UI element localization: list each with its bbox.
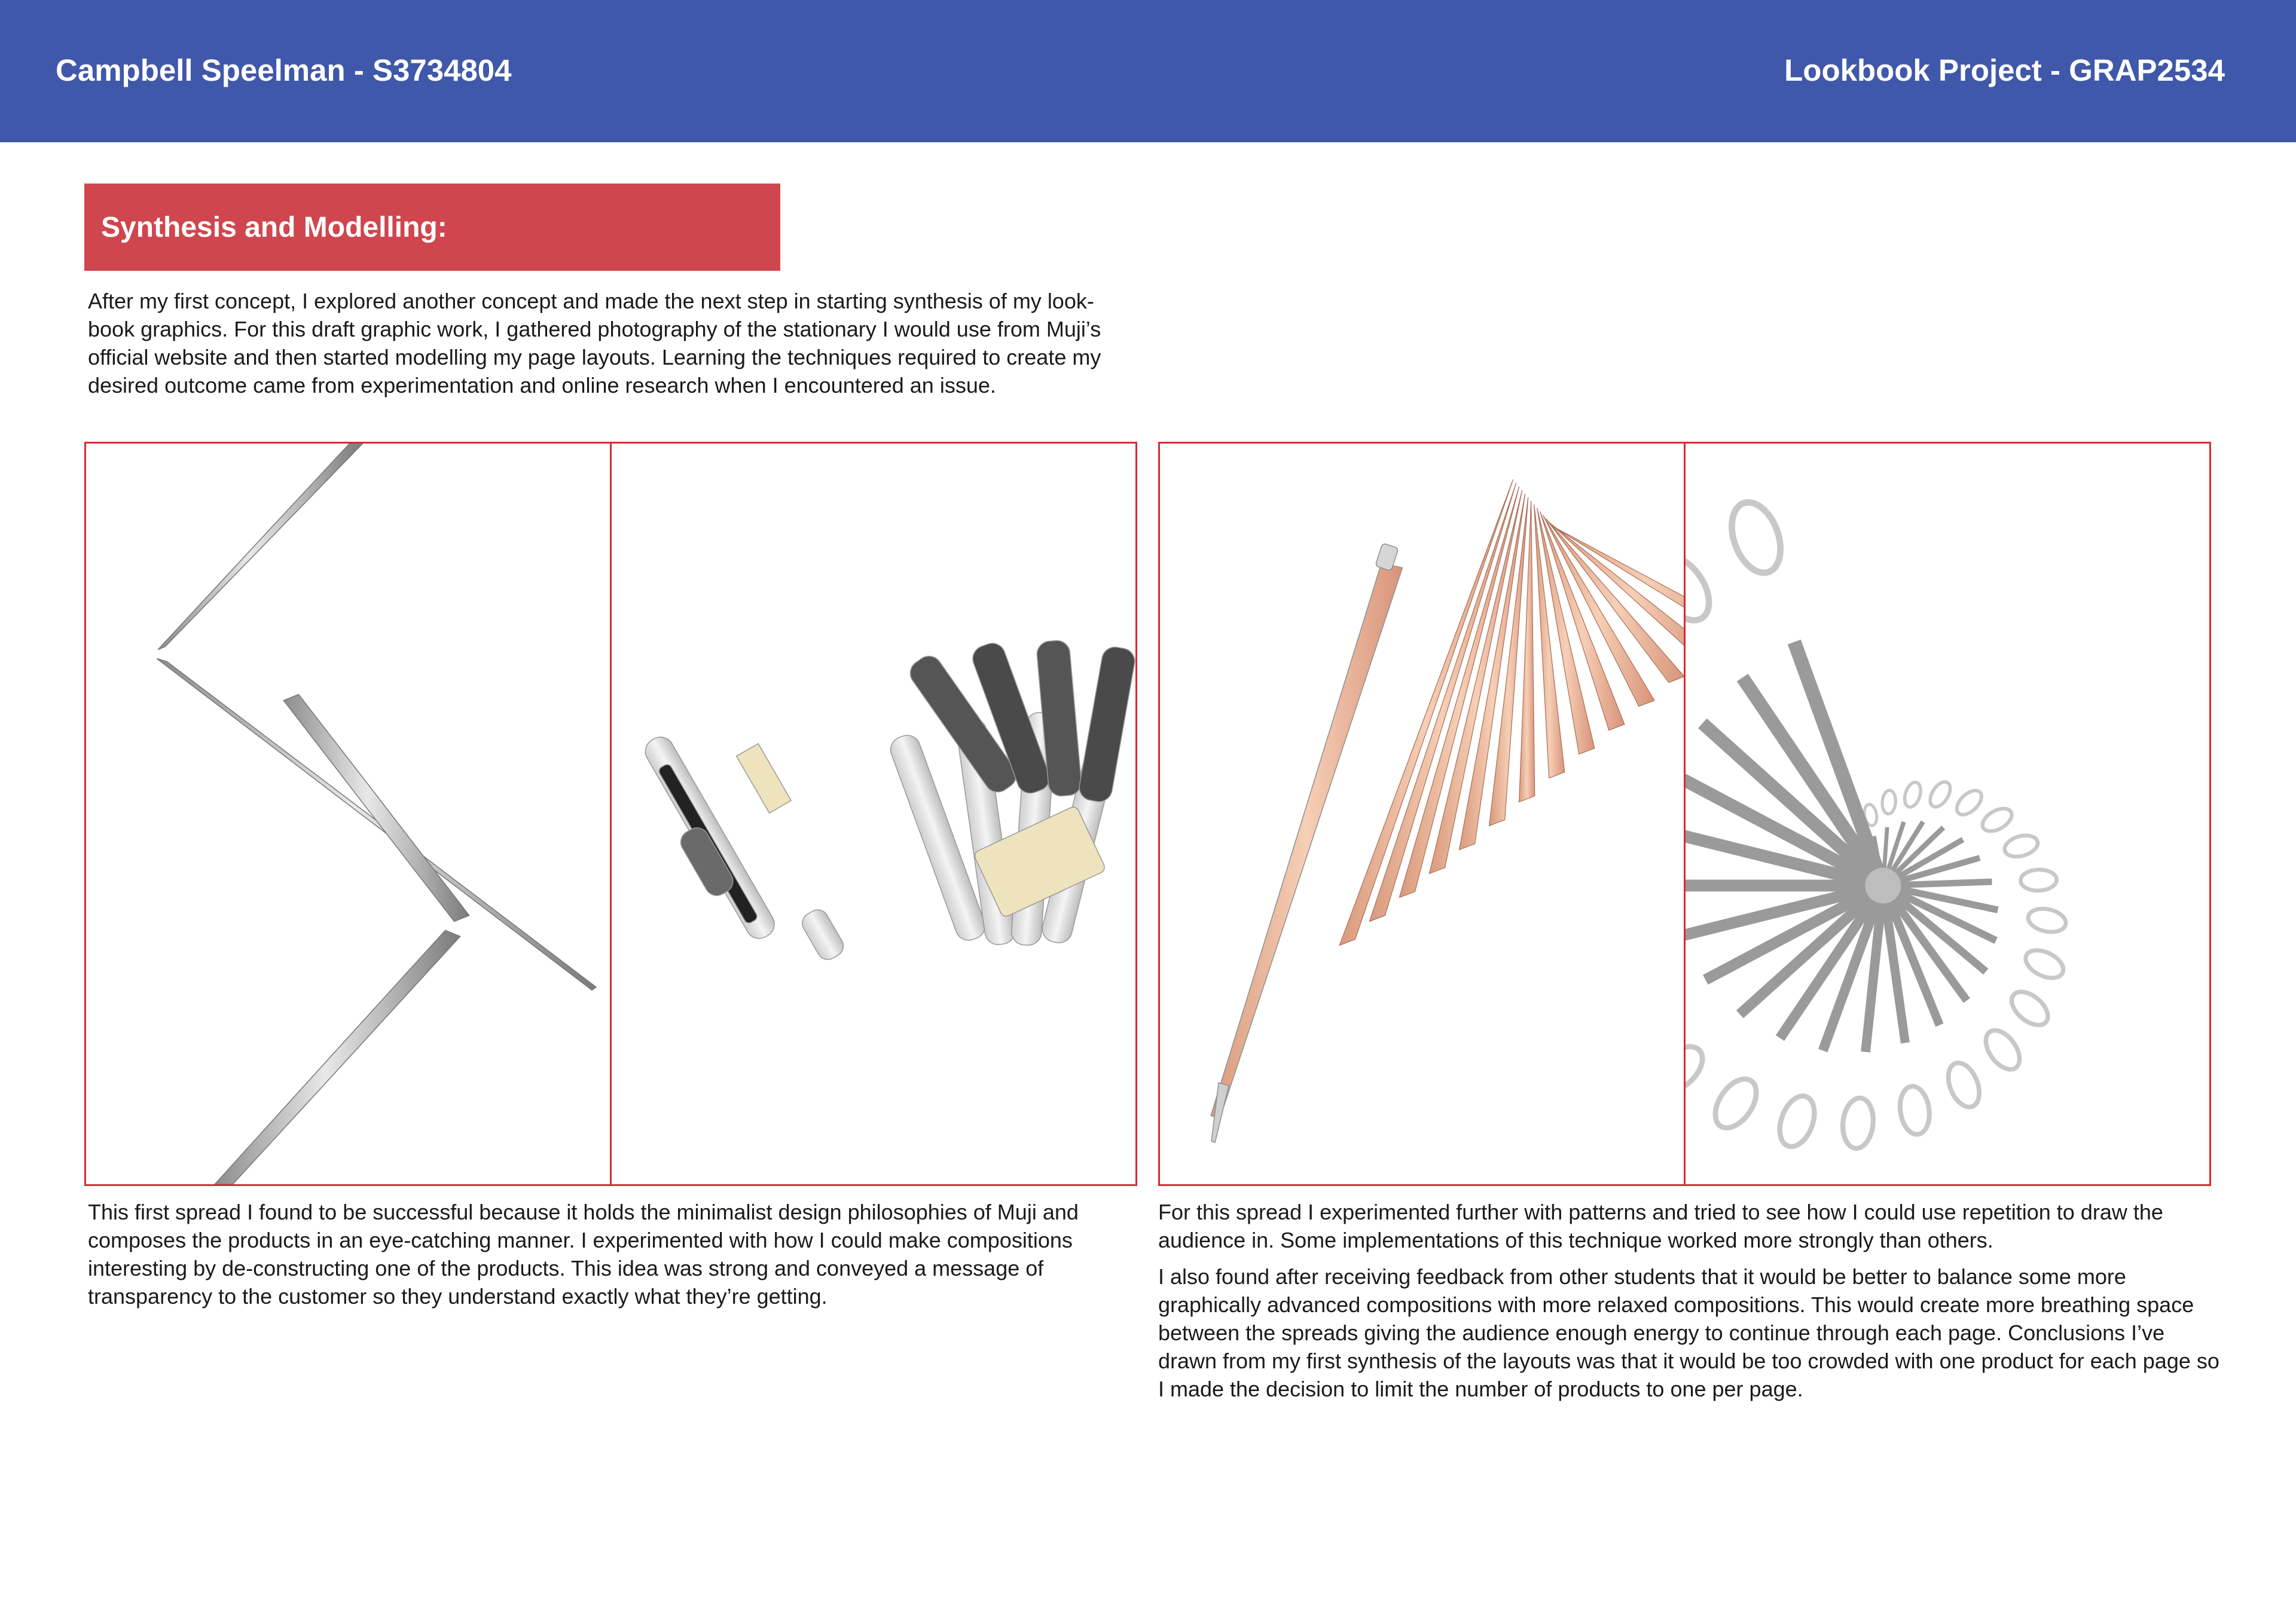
spread-1-frame (84, 442, 1137, 1186)
mechanical-pencils-image (86, 444, 610, 1184)
spread-1-right-page (610, 444, 1135, 1184)
section-title: Synthesis and Modelling: (101, 211, 447, 243)
scissors-spiral-image (1686, 444, 2209, 1184)
wooden-pencils-image (1160, 444, 1684, 1184)
project-title: Lookbook Project - GRAP2534 (1784, 53, 2225, 87)
spread-2-right-page (1684, 444, 2209, 1184)
section-banner (84, 184, 780, 271)
spread-2-left-page (1160, 444, 1684, 1184)
spread-2-caption-paragraph-1: For this spread I experimented further with patterns and tried to see how I could use repetition to draw the audience in. Some implementations of this technique worked more strongly than others. (1158, 1200, 2163, 1252)
spread-1-caption: This first spread I found to be successful because it holds the minimalist design philosophies of Muji and composes the products in an eye-catching manner. I experimented with how I could make compositions interesting by de-constructing one of the products. This idea was strong and conveyed a message of transparency to the customer so they understand exactly what they’re getting. (88, 1200, 1079, 1309)
spread-1-left-page (86, 444, 610, 1184)
author-title: Campbell Speelman - S3734804 (56, 53, 512, 87)
gel-pens-image (612, 444, 1135, 1184)
page-header (0, 0, 2296, 142)
spread-2-caption (1158, 1198, 2228, 1411)
spread-2-frame (1158, 442, 2211, 1186)
spread-2-caption-paragraph-2: I also found after receiving feedback from other students that it would be better to balance some more graphically advanced compositions with more relaxed compositions. This would create more breathing space between the spreads giving the audience enough energy to continue through each page. Conclusions I’ve drawn from my first synthesis of the layouts was that it would be too crowded with one product for each page so I made the decision to limit the number of products to one per page. (1158, 1264, 2219, 1401)
intro-paragraph: After my first concept, I explored another concept and made the next step in starting synthesis of my look-book graphics. For this draft graphic work, I gathered photography of the stationary I would use from Muji’s official website and then started modelling my page layouts. Learning the techniques required to create my desired outcome came from experimentation and online research when I encountered an issue. (88, 289, 1101, 398)
